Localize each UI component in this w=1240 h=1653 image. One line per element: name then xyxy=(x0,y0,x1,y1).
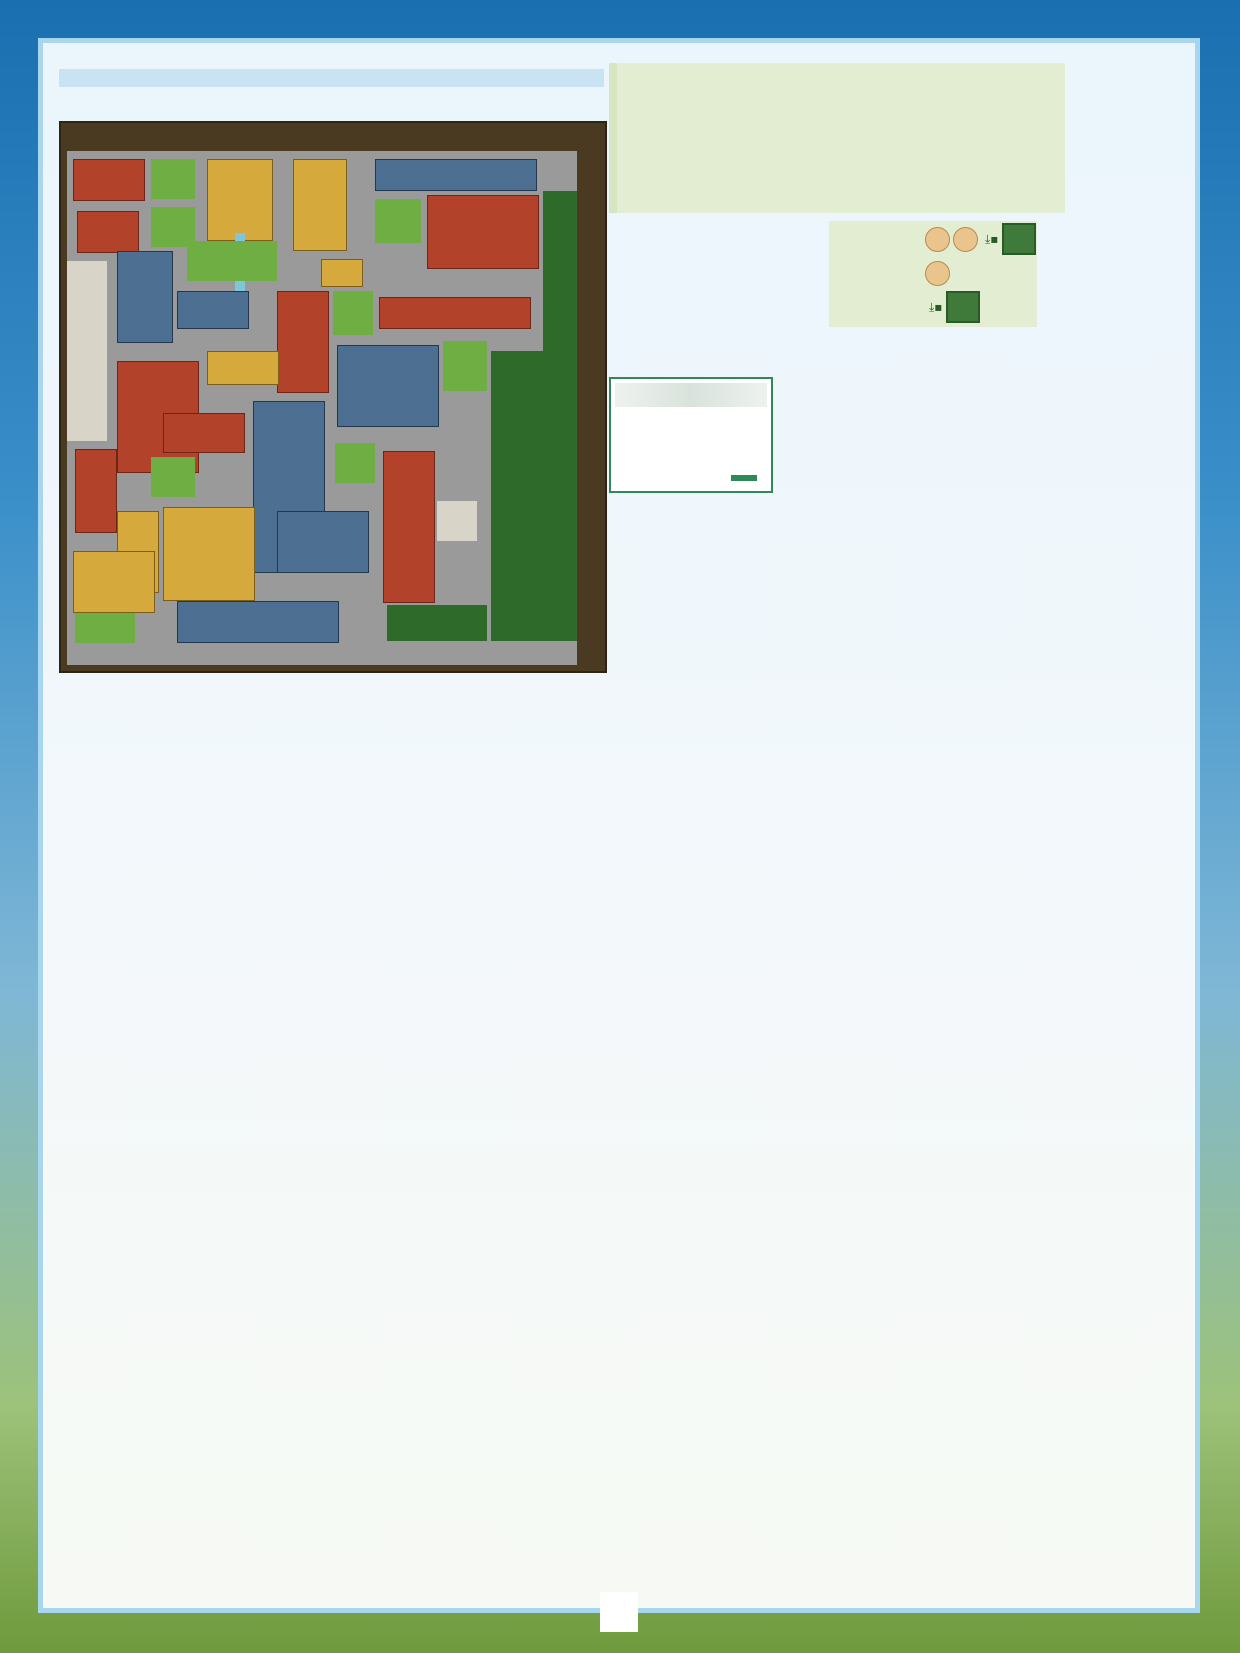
red-building xyxy=(77,211,139,253)
scoring-track-right xyxy=(581,149,603,669)
overview-table-example xyxy=(609,63,1065,213)
red-building xyxy=(379,297,531,329)
table-row xyxy=(617,149,1065,181)
other-row xyxy=(837,291,980,323)
yellow-building xyxy=(207,159,273,241)
forest-space xyxy=(543,191,577,351)
envelope-image xyxy=(609,377,773,493)
progress-symbol-icon xyxy=(925,227,950,252)
sticker-marker-icon: ⤓▪ xyxy=(929,300,943,314)
board-grid xyxy=(67,151,577,665)
green-space xyxy=(335,443,375,483)
assessment-example xyxy=(609,221,1169,327)
progress-symbol-icon xyxy=(925,261,950,286)
yellow-building xyxy=(163,507,255,601)
game-board-image xyxy=(59,121,607,673)
blue-building xyxy=(177,291,249,329)
rulebook-page xyxy=(38,38,1200,1613)
tree-space xyxy=(375,199,421,243)
assessment-example-heading xyxy=(609,221,829,327)
yellow-building xyxy=(207,351,279,385)
points-header xyxy=(617,63,1065,85)
rock-space xyxy=(437,501,477,541)
red-building xyxy=(427,195,539,269)
table-row xyxy=(617,85,1065,117)
green-space xyxy=(75,613,135,643)
first-row xyxy=(837,223,1036,255)
yellow-building xyxy=(293,159,347,251)
tree-space xyxy=(333,291,373,335)
red-building xyxy=(163,413,245,453)
tree-sticker-icon xyxy=(946,291,980,323)
table-row xyxy=(617,181,1065,213)
yellow-building xyxy=(321,259,363,287)
town-silhouette-icon xyxy=(731,475,757,481)
assessment-table xyxy=(829,221,1037,327)
green-space xyxy=(443,341,487,391)
yellow-building xyxy=(73,551,155,613)
red-building xyxy=(277,291,329,393)
red-building xyxy=(383,451,435,603)
right-column xyxy=(609,43,1169,495)
rock-space xyxy=(67,261,107,441)
tree-space xyxy=(151,457,195,497)
second-row xyxy=(837,257,953,289)
blue-building xyxy=(375,159,537,191)
table-row xyxy=(617,117,1065,149)
envelope-sky xyxy=(615,383,767,407)
important-box xyxy=(59,69,604,87)
left-column xyxy=(59,43,604,699)
forest-space xyxy=(491,351,577,641)
blue-building xyxy=(177,601,339,643)
tree-space xyxy=(151,159,195,199)
progress-symbol-icon xyxy=(953,227,978,252)
red-building xyxy=(75,449,117,533)
sticker-marker-icon: ⤓▪ xyxy=(985,232,999,246)
blue-building xyxy=(117,251,173,343)
blue-building xyxy=(337,345,439,427)
rock-sticker-icon xyxy=(1002,223,1036,255)
red-building xyxy=(73,159,145,201)
green-space xyxy=(187,241,277,281)
page-number xyxy=(600,1592,638,1632)
blue-building xyxy=(277,511,369,573)
forest-space xyxy=(387,605,487,641)
scoring-track-top xyxy=(63,125,603,147)
